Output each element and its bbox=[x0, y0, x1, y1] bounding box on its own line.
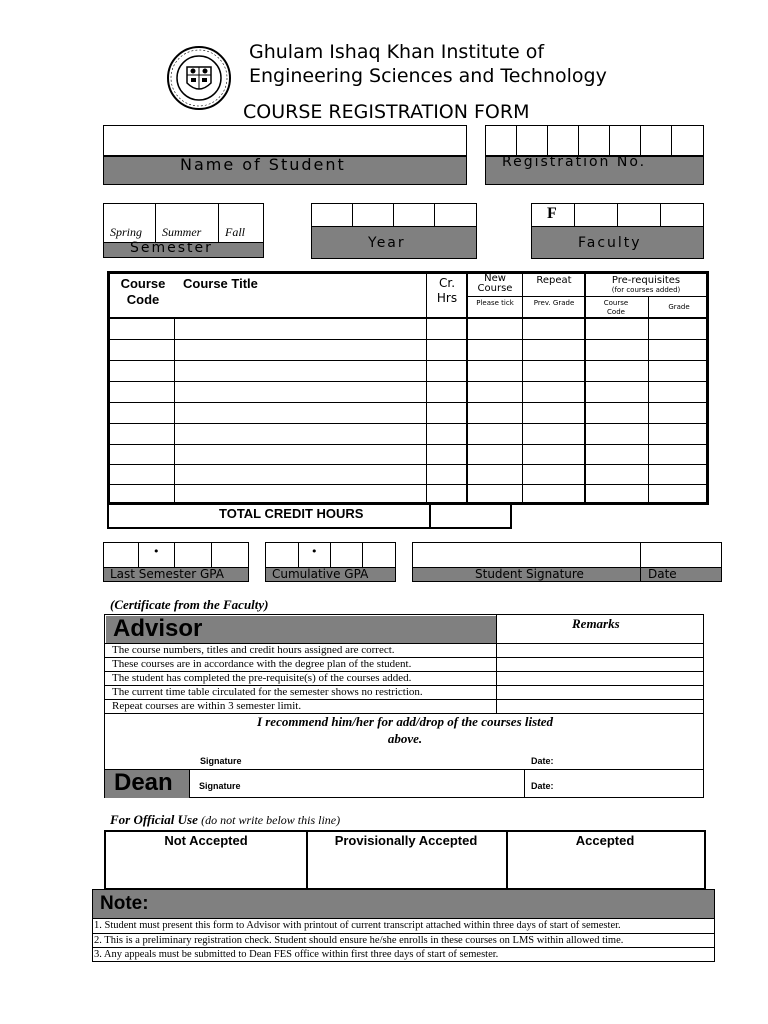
header-new-course-tick: Please tick bbox=[476, 299, 514, 307]
official-use-label: For Official Use (do not write below this line) bbox=[110, 812, 341, 827]
advisor-section bbox=[104, 614, 704, 798]
student-name-label: Name of Student bbox=[103, 156, 467, 185]
year-label: Year bbox=[368, 235, 406, 251]
header-prerequisites-note: (for courses added) bbox=[611, 286, 681, 294]
dean-signature-label: Signature bbox=[199, 781, 241, 791]
cumulative-gpa-label: Cumulative GPA bbox=[272, 567, 369, 581]
student-signature-box[interactable] bbox=[412, 542, 722, 582]
accepted-option[interactable]: Accepted bbox=[575, 833, 635, 848]
institute-name-line2: Engineering Sciences and Technology bbox=[249, 65, 607, 87]
total-credit-label: TOTAL CREDIT HOURS bbox=[219, 506, 364, 521]
semester-box bbox=[103, 203, 264, 257]
header-new-course: New Course bbox=[477, 273, 513, 294]
form-title: COURSE REGISTRATION FORM bbox=[243, 101, 530, 123]
dean-title: Dean bbox=[114, 769, 173, 796]
course-table bbox=[107, 271, 709, 505]
institute-seal-icon bbox=[166, 45, 232, 111]
last-semester-gpa-label: Last Semester GPA bbox=[110, 567, 224, 581]
last-semester-gpa[interactable] bbox=[103, 542, 249, 582]
note-item-2: 2. This is a preliminary registration check. Student should ensure he/she enrolls in these courses on LMS within allowed time. bbox=[94, 935, 624, 946]
faculty-box[interactable] bbox=[531, 203, 704, 259]
official-use-box bbox=[104, 830, 706, 890]
faculty-label: Faculty bbox=[578, 235, 642, 251]
student-signature-label: Student Signature bbox=[475, 567, 584, 581]
semester-fall: Fall bbox=[225, 225, 245, 239]
provisionally-accepted-option[interactable]: Provisionally Accepted bbox=[334, 833, 478, 848]
dean-date-label: Date: bbox=[531, 781, 554, 791]
header-prerequisites: Pre-requisites bbox=[611, 275, 681, 286]
notes-section bbox=[92, 889, 715, 962]
advisor-recommend-line1: I recommend him/her for add/drop of the courses listed bbox=[256, 714, 554, 729]
note-item-3: 3. Any appeals must be submitted to Dean FES office within first three days of start of semester. bbox=[94, 949, 499, 960]
header-cr-hrs: Cr. Hrs bbox=[436, 276, 458, 305]
notes-title: Note: bbox=[100, 893, 149, 914]
certificate-label: (Certificate from the Faculty) bbox=[110, 597, 269, 612]
remarks-header: Remarks bbox=[572, 616, 620, 631]
institute-logo bbox=[166, 45, 232, 111]
header-prereq-code: Course Code bbox=[603, 299, 629, 316]
official-use-note: (do not write below this line) bbox=[201, 813, 341, 827]
semester-spring-box[interactable] bbox=[103, 203, 156, 226]
advisor-signature-label: Signature bbox=[200, 756, 242, 766]
semester-summer: Summer bbox=[162, 225, 202, 239]
advisor-recommend-line2: above. bbox=[387, 731, 423, 746]
header-repeat: Repeat bbox=[536, 275, 572, 286]
header-course-title: Course Title bbox=[183, 276, 258, 291]
year-box[interactable] bbox=[311, 203, 477, 259]
institute-name-line1: Ghulam Ishaq Khan Institute of bbox=[249, 41, 545, 63]
semester-summer-box[interactable] bbox=[155, 203, 219, 226]
semester-spring: Spring bbox=[110, 225, 143, 239]
header-course-code: Course Code bbox=[120, 276, 166, 307]
advisor-date-label: Date: bbox=[531, 756, 554, 766]
advisor-title: Advisor bbox=[113, 615, 203, 642]
registration-no-field[interactable] bbox=[485, 125, 704, 156]
header-prev-grade: Prev. Grade bbox=[533, 299, 575, 307]
advisor-check-4: The current time table circulated for the semester shows no restriction. bbox=[112, 686, 423, 698]
student-name-field[interactable] bbox=[103, 125, 467, 156]
header-prereq-grade: Grade bbox=[668, 303, 690, 311]
advisor-check-5: Repeat courses are within 3 semester limit. bbox=[112, 700, 302, 712]
advisor-check-2: These courses are in accordance with the degree plan of the student. bbox=[112, 658, 412, 670]
gpa-dot: • bbox=[311, 545, 318, 558]
total-credit-hours bbox=[107, 505, 512, 529]
note-item-1: 1. Student must present this form to Advisor with printout of current transcript attached within three days of start of semester. bbox=[94, 920, 621, 931]
gpa-dot: • bbox=[153, 545, 160, 558]
advisor-check-3: The student has completed the pre-requisite(s) of the courses added. bbox=[112, 672, 412, 684]
semester-label: Semester bbox=[130, 240, 213, 256]
semester-fall-box[interactable] bbox=[218, 203, 264, 226]
not-accepted-option[interactable]: Not Accepted bbox=[164, 833, 248, 848]
advisor-check-1: The course numbers, titles and credit hours assigned are correct. bbox=[112, 644, 395, 656]
faculty-prefix: F bbox=[547, 205, 557, 222]
date-label: Date bbox=[648, 567, 677, 581]
cumulative-gpa[interactable] bbox=[265, 542, 396, 582]
registration-no-label: Registration No. bbox=[485, 156, 704, 185]
